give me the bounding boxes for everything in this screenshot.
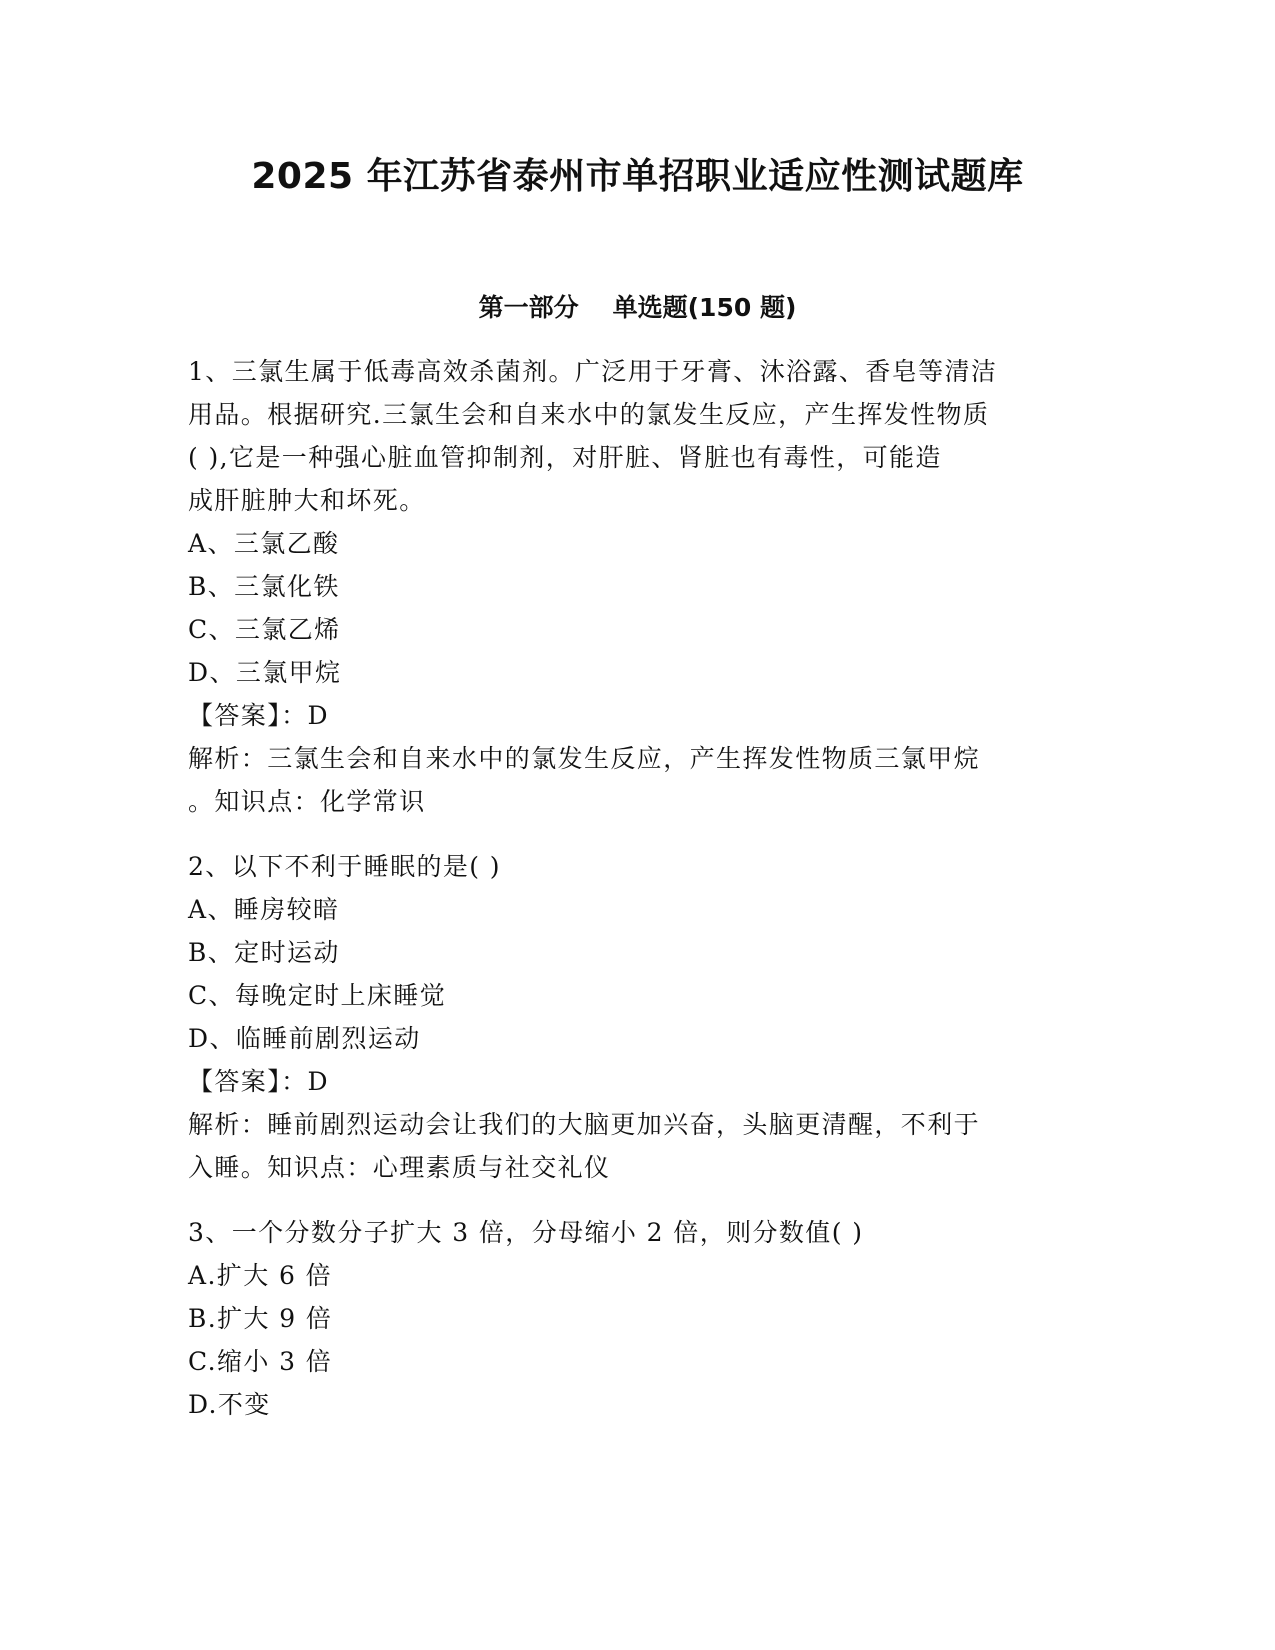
option-c: C.缩小 3 倍: [188, 1347, 333, 1376]
document-title: 2025 年江苏省泰州市单招职业适应性测试题库: [251, 156, 1024, 197]
analysis-line: 入睡。知识点：心理素质与社交礼仪: [188, 1153, 611, 1182]
question-3: [188, 1211, 1068, 1426]
option-a: A.扩大 6 倍: [188, 1261, 333, 1290]
question-stem-line: 用品。根据研究.三氯生会和自来水中的氯发生反应，产生挥发性物质: [188, 400, 990, 429]
question-stem-line: 1、三氯生属于低毒高效杀菌剂。广泛用于牙膏、沐浴露、香皂等清洁: [188, 357, 998, 386]
option-a: A、三氯乙酸: [188, 529, 340, 558]
option-a: A、睡房较暗: [188, 895, 340, 924]
question-list: [188, 350, 1068, 1426]
option-d: D、临睡前剧烈运动: [188, 1024, 421, 1053]
analysis-line: 解析：三氯生会和自来水中的氯发生反应，产生挥发性物质三氯甲烷: [188, 744, 981, 773]
section-part: 第一部分: [478, 293, 579, 322]
option-d: D、三氯甲烷: [188, 658, 342, 687]
option-c: C、三氯乙烯: [188, 615, 341, 644]
section-name: 单选题(150 题): [612, 293, 797, 322]
question-stem-line: 3、一个分数分子扩大 3 倍，分母缩小 2 倍，则分数值( ): [188, 1218, 864, 1247]
answer-line: 【答案】：D: [188, 701, 329, 730]
analysis-line: 解析：睡前剧烈运动会让我们的大脑更加兴奋，头脑更清醒，不利于: [188, 1110, 981, 1139]
option-b: B、三氯化铁: [188, 572, 340, 601]
question-stem-line: ( ),它是一种强心脏血管抑制剂，对肝脏、肾脏也有毒性，可能造: [188, 443, 942, 472]
option-c: C、每晚定时上床睡觉: [188, 981, 447, 1010]
option-b: B、定时运动: [188, 938, 340, 967]
answer-line: 【答案】：D: [188, 1067, 329, 1096]
analysis-line: 。知识点：化学常识: [188, 787, 426, 816]
section-title: [0, 288, 1275, 324]
option-b: B.扩大 9 倍: [188, 1304, 333, 1333]
option-d: D.不变: [188, 1390, 271, 1419]
question-stem-line: 2、以下不利于睡眠的是( ): [188, 852, 501, 881]
question-2: [188, 845, 1068, 1189]
question-1: [188, 350, 1068, 823]
question-stem-line: 成肝脏肿大和坏死。: [188, 486, 426, 515]
